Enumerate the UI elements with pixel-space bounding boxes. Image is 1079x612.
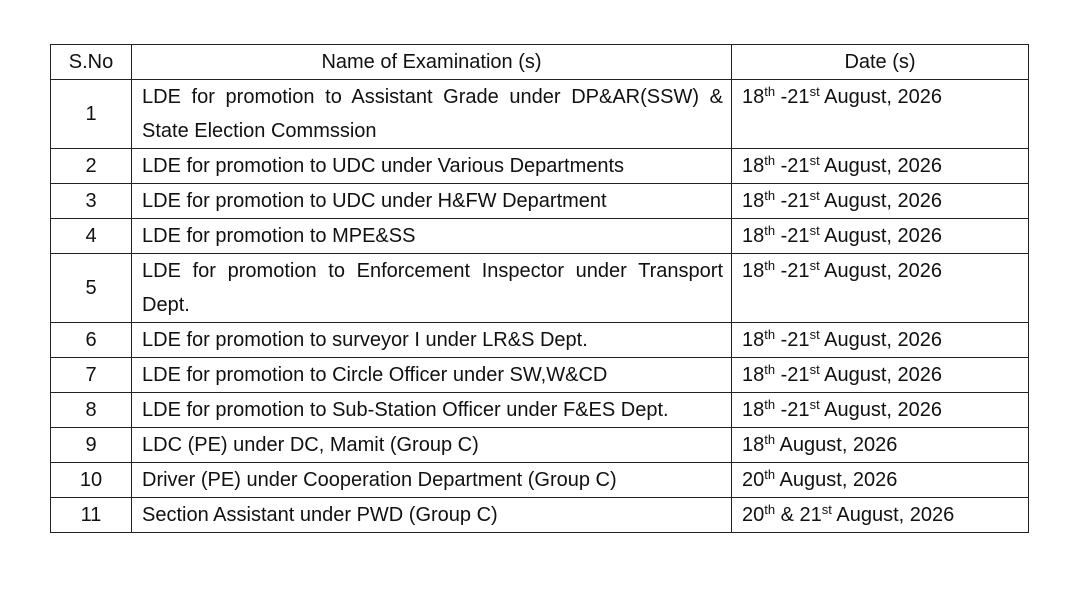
date-start-suffix: th [764, 432, 776, 447]
row-date [732, 149, 1029, 184]
row-exam-name: LDC (PE) under DC, Mamit (Group C) [132, 428, 732, 463]
date-start-day: 18 [742, 260, 765, 282]
date-end-day: -21 [775, 86, 810, 108]
row-date [732, 393, 1029, 428]
table-row [51, 149, 1029, 184]
row-exam-name: LDE for promotion to UDC under Various Departments [132, 149, 732, 184]
date-end-suffix: st [809, 223, 820, 238]
row-date [732, 219, 1029, 254]
header-exam-name: Name of Examination (s) [132, 45, 732, 80]
row-sno: 10 [51, 463, 132, 498]
date-end-suffix: st [809, 84, 820, 99]
row-sno: 8 [51, 393, 132, 428]
date-start-day: 18 [742, 399, 765, 421]
date-start-day: 18 [742, 155, 765, 177]
date-month-year: August, 2026 [819, 190, 943, 212]
date-start-day: 18 [742, 329, 765, 351]
row-date [732, 498, 1029, 533]
table-row [51, 463, 1029, 498]
row-exam-name: LDE for promotion to Sub-Station Officer under F&ES Dept. [132, 393, 732, 428]
table-row [51, 184, 1029, 219]
table-row [51, 219, 1029, 254]
date-end-suffix: st [809, 153, 820, 168]
row-date [732, 463, 1029, 498]
header-date: Date (s) [732, 45, 1029, 80]
date-end-suffix: st [821, 502, 832, 517]
row-date [732, 254, 1029, 323]
date-month-year: August, 2026 [819, 399, 943, 421]
table-row [51, 393, 1029, 428]
row-date [732, 428, 1029, 463]
table-row [51, 358, 1029, 393]
date-month-year: August, 2026 [819, 155, 943, 177]
date-end-suffix: st [809, 327, 820, 342]
row-date [732, 358, 1029, 393]
date-month-year: August, 2026 [819, 329, 943, 351]
date-start-day: 18 [742, 86, 765, 108]
date-start-suffix: th [764, 223, 776, 238]
date-end-day: -21 [775, 190, 810, 212]
exam-schedule-table [50, 44, 1029, 533]
date-start-suffix: th [764, 362, 776, 377]
date-month-year: August, 2026 [819, 86, 943, 108]
date-start-suffix: th [764, 327, 776, 342]
date-end-suffix: st [809, 188, 820, 203]
date-start-suffix: th [764, 467, 776, 482]
date-end-suffix: st [809, 362, 820, 377]
row-exam-name: Driver (PE) under Cooperation Department (Group C) [132, 463, 732, 498]
table-row [51, 428, 1029, 463]
date-end-day: -21 [775, 364, 810, 386]
table-header [51, 45, 1029, 80]
date-start-suffix: th [764, 153, 776, 168]
date-start-day: 20 [742, 504, 765, 526]
date-end-day: -21 [775, 399, 810, 421]
row-sno: 11 [51, 498, 132, 533]
date-end-day: -21 [775, 260, 810, 282]
date-month-year: August, 2026 [819, 260, 943, 282]
row-sno: 1 [51, 80, 132, 149]
date-start-day: 18 [742, 434, 765, 456]
row-sno: 2 [51, 149, 132, 184]
row-exam-name: LDE for promotion to MPE&SS [132, 219, 732, 254]
date-month-year: August, 2026 [775, 469, 898, 491]
row-exam-name: LDE for promotion to Assistant Grade under DP&AR(SSW) & State Election Commssion [132, 80, 732, 149]
table-row [51, 80, 1029, 149]
date-month-year: August, 2026 [819, 364, 943, 386]
date-end-day: & 21 [775, 504, 822, 526]
row-date [732, 184, 1029, 219]
date-start-suffix: th [764, 188, 776, 203]
row-sno: 3 [51, 184, 132, 219]
header-row [51, 45, 1029, 80]
date-start-day: 20 [742, 469, 765, 491]
row-sno: 7 [51, 358, 132, 393]
row-sno: 9 [51, 428, 132, 463]
date-end-day: -21 [775, 225, 810, 247]
header-sno: S.No [51, 45, 132, 80]
date-start-day: 18 [742, 190, 765, 212]
row-sno: 5 [51, 254, 132, 323]
row-exam-name: Section Assistant under PWD (Group C) [132, 498, 732, 533]
date-end-suffix: st [809, 397, 820, 412]
table-row [51, 498, 1029, 533]
date-start-day: 18 [742, 225, 765, 247]
date-start-suffix: th [764, 502, 776, 517]
table-body [51, 80, 1029, 533]
table-row [51, 254, 1029, 323]
date-month-year: August, 2026 [775, 434, 898, 456]
table-row [51, 323, 1029, 358]
row-date [732, 323, 1029, 358]
row-exam-name: LDE for promotion to Enforcement Inspector under Transport Dept. [132, 254, 732, 323]
row-sno: 6 [51, 323, 132, 358]
row-exam-name: LDE for promotion to surveyor I under LR&S Dept. [132, 323, 732, 358]
date-end-day: -21 [775, 329, 810, 351]
row-date [732, 80, 1029, 149]
date-end-suffix: st [809, 258, 820, 273]
date-start-suffix: th [764, 397, 776, 412]
date-start-suffix: th [764, 84, 776, 99]
date-month-year: August, 2026 [831, 504, 955, 526]
row-exam-name: LDE for promotion to UDC under H&FW Department [132, 184, 732, 219]
date-start-day: 18 [742, 364, 765, 386]
row-sno: 4 [51, 219, 132, 254]
date-end-day: -21 [775, 155, 810, 177]
date-month-year: August, 2026 [819, 225, 943, 247]
date-start-suffix: th [764, 258, 776, 273]
row-exam-name: LDE for promotion to Circle Officer under SW,W&CD [132, 358, 732, 393]
